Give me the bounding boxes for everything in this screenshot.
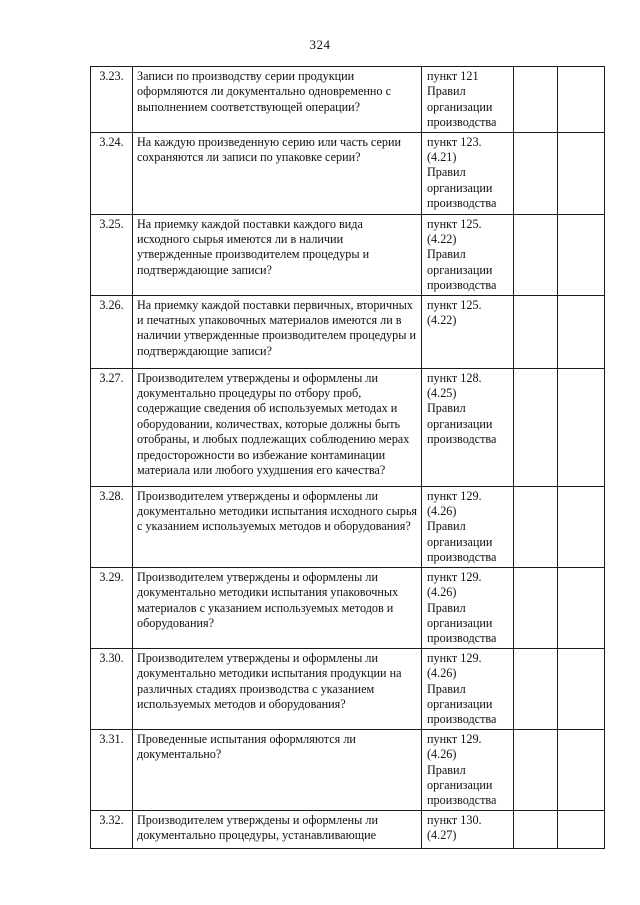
item-number: 3.25. [91, 214, 133, 295]
notes-cell [558, 368, 605, 486]
item-number: 3.31. [91, 729, 133, 810]
notes-cell [558, 486, 605, 567]
notes-cell [558, 567, 605, 648]
table-row [91, 214, 605, 295]
answer-cell [514, 295, 558, 368]
page-number: 324 [309, 37, 331, 52]
table-row [91, 648, 605, 729]
item-number: 3.32. [91, 810, 133, 848]
table-row [91, 567, 605, 648]
answer-cell [514, 567, 558, 648]
item-reference: пункт 121 Правил организации производства [422, 67, 514, 133]
notes-cell [558, 67, 605, 133]
item-reference: пункт 128. (4.25) Правил организации производства [422, 368, 514, 486]
table-row [91, 368, 605, 486]
answer-cell [514, 729, 558, 810]
item-reference: пункт 129. (4.26) Правил организации производства [422, 729, 514, 810]
item-question: На приемку каждой поставки каждого вида исходного сырья имеются ли в наличии утвержденные производителем процедуры и подтверждающие записи? [133, 214, 422, 295]
table-row [91, 132, 605, 214]
answer-cell [514, 132, 558, 214]
item-question: Производителем утверждены и оформлены ли документально методики испытания исходного сырья с указанием используемых методов и оборудования? [133, 486, 422, 567]
item-number: 3.29. [91, 567, 133, 648]
notes-cell [558, 648, 605, 729]
item-reference: пункт 123. (4.21) Правил организации производства [422, 132, 514, 214]
answer-cell [514, 368, 558, 486]
answer-cell [514, 67, 558, 133]
notes-cell [558, 729, 605, 810]
notes-cell [558, 214, 605, 295]
item-number: 3.30. [91, 648, 133, 729]
item-question: Проведенные испытания оформляются ли документально? [133, 729, 422, 810]
notes-cell [558, 132, 605, 214]
item-reference: пункт 129. (4.26) Правил организации производства [422, 567, 514, 648]
item-number: 3.28. [91, 486, 133, 567]
item-reference: пункт 125. (4.22) [422, 295, 514, 368]
table-row [91, 810, 605, 848]
answer-cell [514, 486, 558, 567]
item-question: На каждую произведенную серию или часть серии сохраняются ли записи по упаковке серии? [133, 132, 422, 214]
item-number: 3.23. [91, 67, 133, 133]
item-reference: пункт 129. (4.26) Правил организации производства [422, 486, 514, 567]
item-number: 3.26. [91, 295, 133, 368]
item-number: 3.27. [91, 368, 133, 486]
answer-cell [514, 810, 558, 848]
item-question: Производителем утверждены и оформлены ли документально методики испытания продукции на различных стадиях производства с указанием используемых методов и оборудования? [133, 648, 422, 729]
item-question: Производителем утверждены и оформлены ли документально процедуры, устанавливающие [133, 810, 422, 848]
answer-cell [514, 214, 558, 295]
item-question: На приемку каждой поставки первичных, вторичных и печатных упаковочных материалов имеются ли в наличии утвержденные производителем процедуры и подтверждающие записи? [133, 295, 422, 368]
item-reference: пункт 129. (4.26) Правил организации производства [422, 648, 514, 729]
item-question: Записи по производству серии продукции оформляются ли документально одновременно с выполнением соответствующей операции? [133, 67, 422, 133]
item-reference: пункт 125. (4.22) Правил организации производства [422, 214, 514, 295]
notes-cell [558, 295, 605, 368]
item-question: Производителем утверждены и оформлены ли документально процедуры по отбору проб, содержащие сведения об используемых методах и оборудовании, количествах, которые должны быть отобраны, и любых подлежащих соблюдению мерах предосторожности во избежание контаминации материала или любого ухудшения его качества? [133, 368, 422, 486]
answer-cell [514, 648, 558, 729]
item-question: Производителем утверждены и оформлены ли документально методики испытания упаковочных материалов с указанием используемых методов и оборудования? [133, 567, 422, 648]
table-row [91, 729, 605, 810]
table-row [91, 295, 605, 368]
item-reference: пункт 130. (4.27) [422, 810, 514, 848]
notes-cell [558, 810, 605, 848]
item-number: 3.24. [91, 132, 133, 214]
table-row [91, 486, 605, 567]
checklist-table [90, 66, 605, 849]
checklist-table-wrapper [90, 66, 604, 849]
table-row [91, 67, 605, 133]
